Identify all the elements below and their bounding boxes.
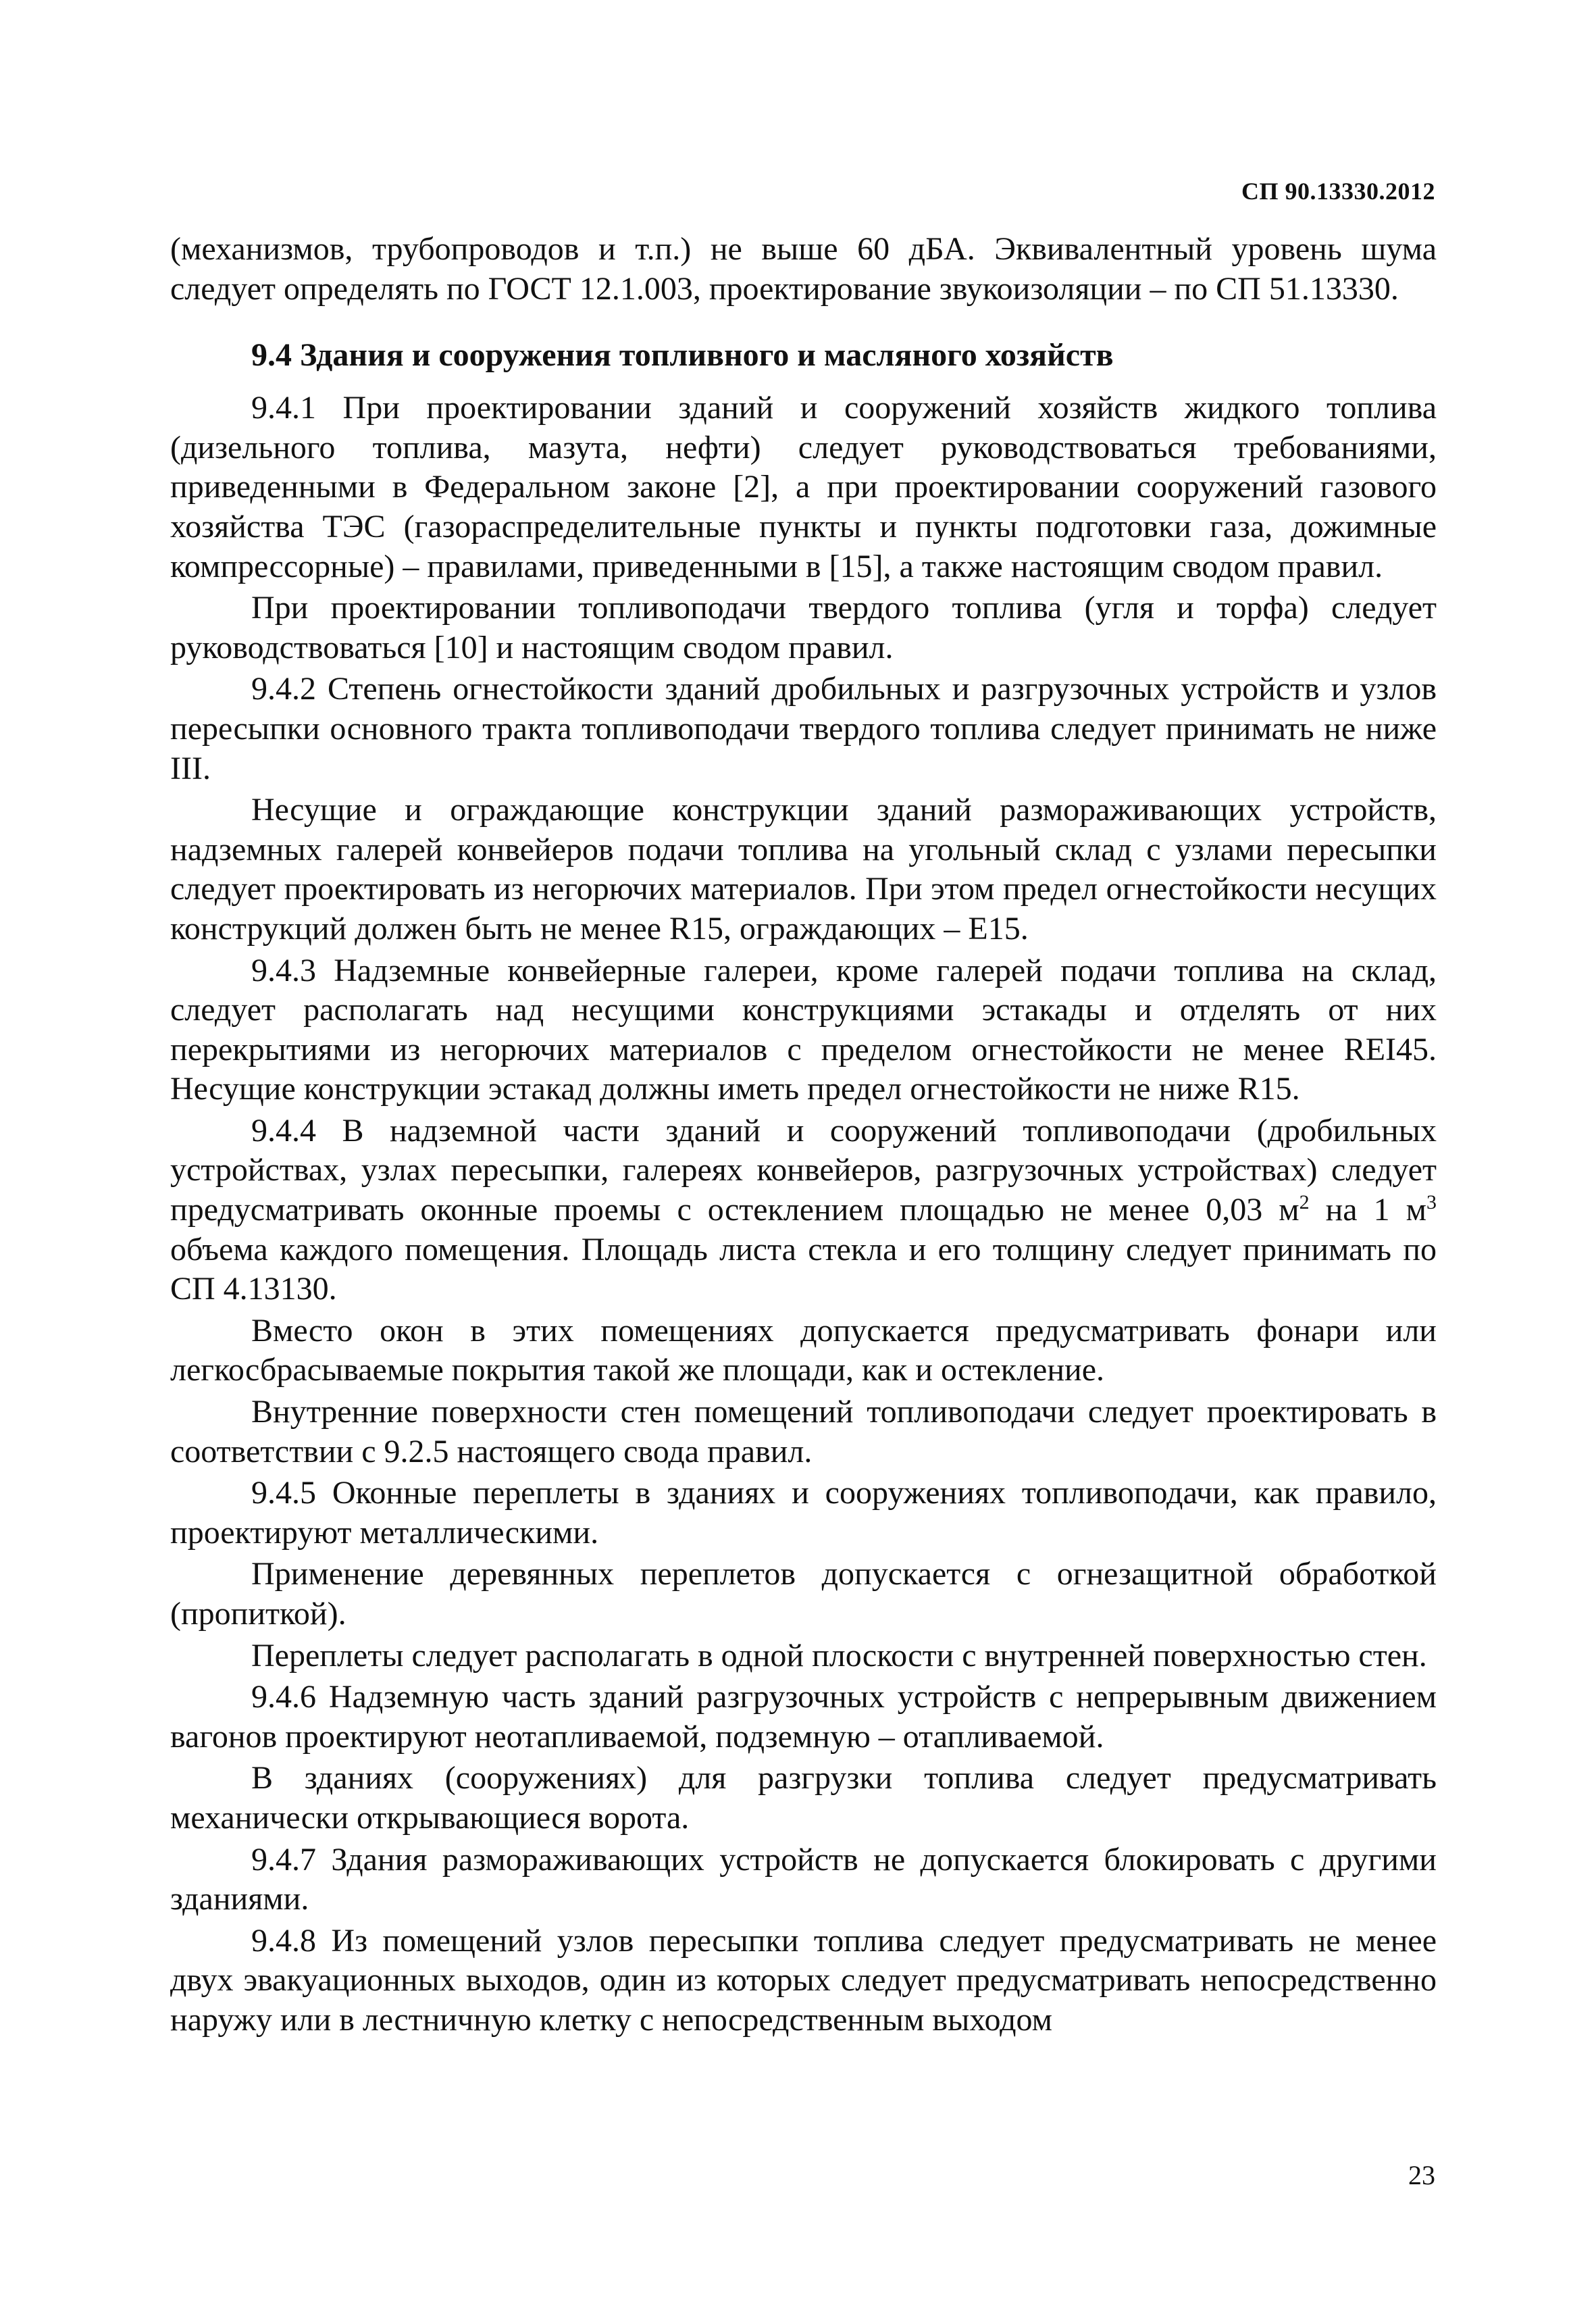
paragraph: Внутренние поверхности стен помещений топливоподачи следует проектировать в соответствии с 9.2.5 настоящего свода правил. — [170, 1394, 1437, 1469]
paragraph: (механизмов, трубопроводов и т.п.) не выше 60 дБА. Эквивалентный уровень шума следует определять по ГОСТ 12.1.003, проектирование звукоизоляции – по СП 51.13330. — [170, 231, 1437, 307]
paragraph: 9.4.2 Степень огнестойкости зданий дробильных и разгрузочных устройств и узлов пересыпки основного тракта топливоподачи твердого топлива следует принимать не ниже III. — [170, 671, 1437, 786]
document-code-header: СП 90.13330.2012 — [1241, 178, 1435, 205]
paragraph: В зданиях (сооружениях) для разгрузки топлива следует предусматривать механически открывающиеся ворота. — [170, 1760, 1437, 1836]
paragraph: 9.4.8 Из помещений узлов пересыпки топлива следует предусматривать не менее двух эвакуационных выходов, один из которых следует предусматривать непосредственно наружу или в лестничную клетку с непосредственным выходом — [170, 1922, 1437, 2038]
paragraph: 9.4.3 Надземные конвейерные галереи, кроме галерей подачи топлива на склад, следует располагать над несущими конструкциями эстакады и отделять от них перекрытиями из негорючих материалов с пределом огнестойкости не менее REI45. Несущие конструкции эстакад должны иметь предел огнестойкости не ниже R15. — [170, 952, 1437, 1107]
section-title: 9.4 Здания и сооружения топливного и масляного хозяйств — [251, 337, 1114, 374]
paragraph: 9.4.6 Надземную часть зданий разгрузочных устройств с непрерывным движением вагонов проектируют неотапливаемой, подземную – отапливаемой. — [170, 1679, 1437, 1755]
superscript-cube: 3 — [1426, 1191, 1437, 1214]
paragraph-with-units — [170, 1111, 1437, 1309]
paragraph: При проектировании топливоподачи твердого топлива (угля и торфа) следует руководствоваться [10] и настоящим сводом правил. — [170, 590, 1437, 665]
paragraph-part: объема каждого помещения. Площадь листа стекла и его толщину следует принимать по СП 4.13130. — [170, 1231, 1437, 1307]
paragraph-part: на 1 м — [1309, 1192, 1426, 1228]
document-body — [170, 230, 1437, 2042]
paragraph-part: 9.4.4 В надземной части зданий и сооружений топливоподачи (дробильных устройствах, узлах пересыпки, галереях конвейеров, разгрузочных устройствах) следует предусматривать оконные проемы с остеклением площадью не менее 0,03 м — [170, 1112, 1437, 1228]
paragraph: Несущие и ограждающие конструкции зданий размораживающих устройств, надземных галерей конвейеров подачи топлива на угольный склад с узлами пересыпки следует проектировать из негорючих материалов. При этом предел огнестойкости несущих конструкций должен быть не менее R15, ограждающих – E15. — [170, 792, 1437, 947]
paragraph: Вместо окон в этих помещениях допускается предусматривать фонари или легкосбрасываемые покрытия такой же площади, как и остекление. — [170, 1312, 1437, 1388]
paragraph: Применение деревянных переплетов допускается с огнезащитной обработкой (пропиткой). — [170, 1556, 1437, 1632]
paragraph: 9.4.5 Оконные переплеты в зданиях и сооружениях топливоподачи, как правило, проектируют металлическими. — [170, 1475, 1437, 1551]
paragraph: 9.4.1 При проектировании зданий и сооружений хозяйств жидкого топлива (дизельного топлива, мазута, нефти) следует руководствоваться требованиями, приведенными в Федеральном законе [2], а при проектировании сооружений газового хозяйства ТЭС (газораспределительные пункты и пункты подготовки газа, дожимные компрессорные) – правилами, приведенными в [15], а также настоящим сводом правил. — [170, 390, 1437, 584]
page-number: 23 — [1408, 2160, 1435, 2190]
superscript-square: 2 — [1299, 1191, 1310, 1214]
paragraph: Переплеты следует располагать в одной плоскости с внутренней поверхностью стен. — [251, 1637, 1427, 1674]
paragraph: 9.4.7 Здания размораживающих устройств не допускается блокировать с другими зданиями. — [170, 1841, 1437, 1917]
